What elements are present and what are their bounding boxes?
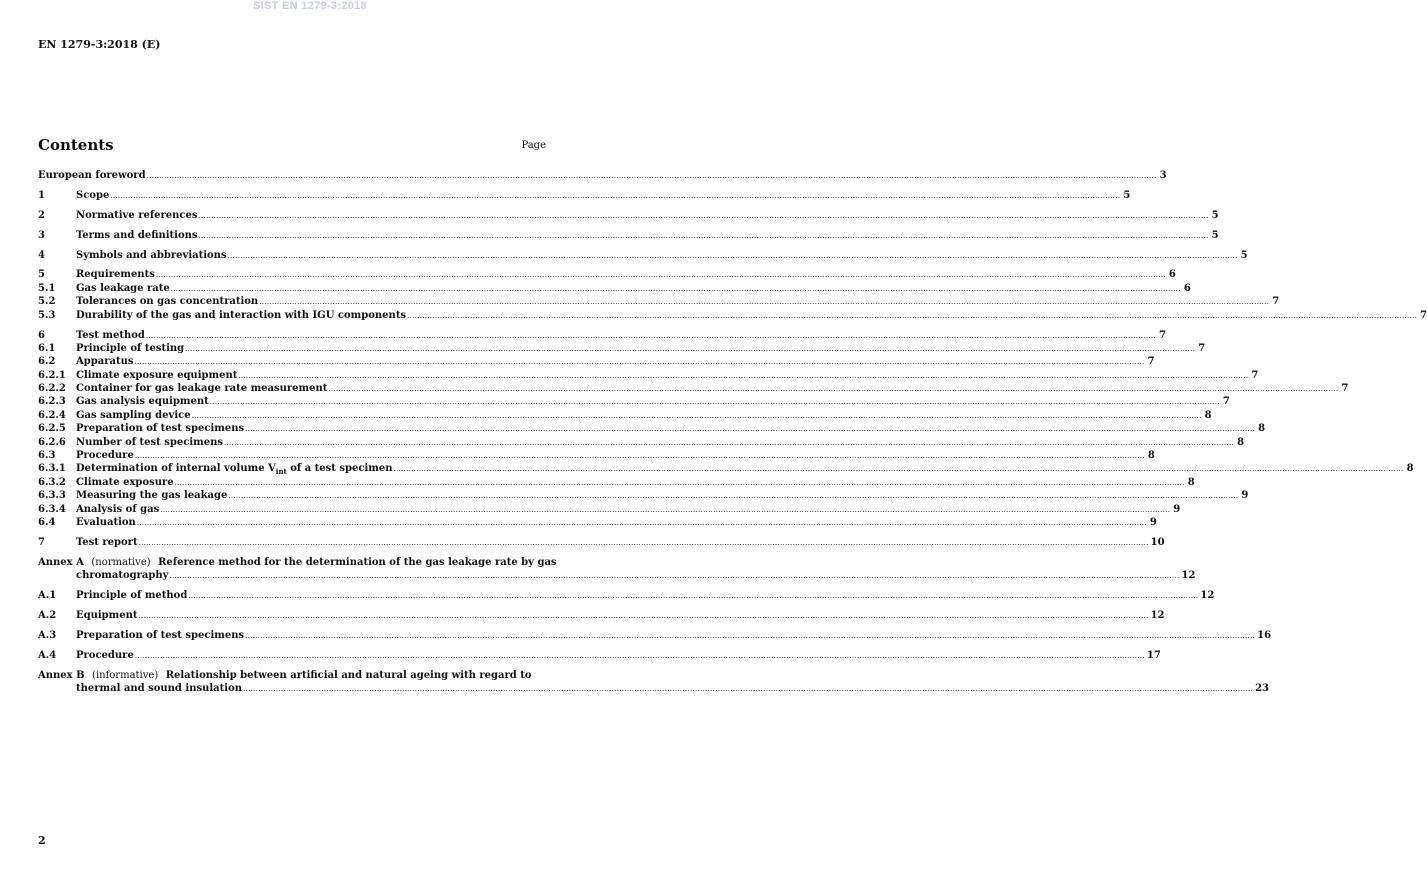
toc-entry-page: 7 — [1251, 369, 1259, 381]
toc-entry-page: 17 — [1146, 649, 1161, 661]
toc-entry-number: 6.2.3 — [38, 396, 66, 408]
toc-entry-number: A.3 — [38, 629, 57, 641]
toc-entry[interactable] — [38, 609, 1165, 622]
toc-entry-title: European foreword — [38, 170, 146, 181]
toc-entry-page: 7 — [1147, 356, 1155, 368]
toc-entry[interactable] — [38, 295, 1280, 308]
toc-entry-subscript: int — [275, 467, 287, 477]
toc-entry-title: Principle of method — [76, 590, 188, 602]
dot-leader: ................................................................................................................................................................................................................................................................................................................................................................................................................ — [238, 371, 1249, 380]
toc-entry-title: Climate exposure — [76, 476, 174, 488]
dot-leader: ................................................................................................................................................................................................................................................................................................................................................................................................................ — [185, 344, 1196, 353]
toc-entry[interactable] — [38, 268, 1176, 281]
toc-entry-number: 6 — [38, 329, 45, 341]
dot-leader: ................................................................................................................................................................................................................................................................................................................................................................................................................ — [223, 438, 1235, 447]
dot-leader: ................................................................................................................................................................................................................................................................................................................................................................................................................ — [170, 284, 1181, 293]
toc-entry-page: 6 — [1183, 282, 1191, 294]
toc-entry-page: 8 — [1406, 463, 1414, 475]
toc-entry[interactable] — [38, 189, 1131, 202]
toc-entry-title: Principle of testing — [76, 342, 185, 354]
toc-entry-page: 5 — [1211, 209, 1219, 221]
table-of-contents — [38, 169, 1427, 695]
toc-entry-title: Gas sampling device — [76, 409, 191, 421]
toc-entry-title: Number of test specimens — [76, 436, 223, 448]
toc-entry[interactable] — [38, 355, 1155, 368]
toc-entry-number: 6.2.5 — [38, 423, 66, 435]
toc-entry-number: 6.3.2 — [38, 476, 66, 488]
toc-entry-number: 6.3.1 — [38, 463, 66, 475]
dot-leader: ................................................................................................................................................................................................................................................................................................................................................................................................................ — [145, 331, 1156, 340]
annex-page: 23 — [1255, 683, 1269, 694]
toc-entry-title-part: of a test specimen — [286, 463, 393, 475]
toc-annex-entry[interactable] — [38, 556, 1196, 583]
toc-entry-page: 9 — [1149, 516, 1157, 528]
toc-entry-number: 6.2.4 — [38, 409, 66, 421]
toc-entry-page: 5 — [1240, 249, 1248, 261]
toc-entry-title: Tolerances on gas concentration — [76, 296, 259, 308]
toc-entry[interactable] — [38, 342, 1206, 355]
page-number: 2 — [38, 834, 46, 847]
toc-entry-page: 10 — [1150, 536, 1165, 548]
toc-entry[interactable] — [38, 395, 1230, 408]
dot-leader: ................................................................................................................................................................................................................................................................................................................................................................................................................ — [146, 172, 1157, 180]
dot-leader: ................................................................................................................................................................................................................................................................................................................................................................................................................ — [134, 651, 1145, 660]
toc-entry-title: Apparatus — [76, 356, 134, 368]
toc-entry-title: Equipment — [76, 609, 138, 621]
toc-entry-number: 7 — [38, 536, 45, 548]
dot-leader: ................................................................................................................................................................................................................................................................................................................................................................................................................ — [110, 191, 1121, 200]
toc-entry[interactable] — [38, 649, 1161, 662]
toc-entry-number: 2 — [38, 209, 45, 221]
toc-entry-number: 5.3 — [38, 309, 56, 321]
toc-entry-title: Container for gas leakage rate measurement — [76, 383, 328, 395]
toc-entry-number: 6.3.3 — [38, 490, 66, 502]
toc-entry-number: 6.1 — [38, 342, 56, 354]
toc-entry-page: 7 — [1158, 329, 1166, 341]
toc-entry-page: 6 — [1168, 269, 1176, 281]
toc-entry-number: A.2 — [38, 609, 57, 621]
dot-leader: ................................................................................................................................................................................................................................................................................................................................................................................................................ — [174, 478, 1185, 487]
toc-entry-title: Durability of the gas and interaction with IGU components — [76, 309, 407, 321]
toc-entry-page: 5 — [1123, 189, 1131, 201]
toc-entry[interactable] — [38, 382, 1349, 395]
toc-entry-page: 7 — [1272, 296, 1280, 308]
toc-entry-page: 9 — [1241, 490, 1249, 502]
toc-entry[interactable] — [38, 516, 1157, 529]
toc-entry[interactable] — [38, 422, 1266, 435]
toc-entry[interactable] — [38, 436, 1245, 449]
toc-entry-number: 6.3.4 — [38, 503, 66, 515]
toc-entry[interactable] — [38, 503, 1181, 516]
dot-leader: ................................................................................................................................................................................................................................................................................................................................................................................................................ — [243, 685, 1254, 693]
annex-title-line2: thermal and sound insulation — [76, 683, 243, 694]
toc-entry[interactable] — [38, 462, 1414, 477]
toc-entry-title-part: Determination of internal volume V — [76, 463, 276, 475]
toc-entry-page: 8 — [1237, 436, 1245, 448]
toc-entry[interactable] — [38, 589, 1215, 602]
toc-entry-page: 7 — [1222, 396, 1230, 408]
annex-title-line1: Reference method for the determination of the gas leakage rate by gas — [158, 556, 557, 568]
toc-entry-page: 8 — [1258, 423, 1266, 435]
toc-entry-title: Gas analysis equipment — [76, 396, 209, 408]
toc-entry[interactable] — [38, 369, 1259, 382]
toc-entry[interactable] — [38, 449, 1155, 462]
dot-leader: ................................................................................................................................................................................................................................................................................................................................................................................................................ — [155, 271, 1166, 280]
dot-leader: ................................................................................................................................................................................................................................................................................................................................................................................................................ — [134, 452, 1145, 461]
toc-entry-title: Test method — [76, 329, 145, 341]
dot-leader: ................................................................................................................................................................................................................................................................................................................................................................................................................ — [160, 505, 1171, 514]
toc-entry-number: 6.2.6 — [38, 436, 66, 448]
dot-leader: ................................................................................................................................................................................................................................................................................................................................................................................................................ — [393, 465, 1404, 474]
contents-title: Contents — [38, 136, 114, 154]
toc-entry[interactable] — [38, 282, 1191, 295]
toc-entry-title: Requirements — [76, 269, 155, 281]
toc-entry-page: 3 — [1159, 170, 1167, 181]
annex-type: (informative) — [92, 669, 159, 681]
toc-entry-number: A.4 — [38, 649, 57, 661]
toc-entry[interactable] — [38, 629, 1272, 642]
toc-entry[interactable] — [38, 329, 1166, 342]
toc-entry[interactable] — [38, 536, 1165, 549]
toc-entry-number: 5.1 — [38, 282, 56, 294]
dot-leader: ................................................................................................................................................................................................................................................................................................................................................................................................................ — [245, 631, 1256, 640]
toc-entry-page: 8 — [1187, 476, 1195, 488]
toc-entry-page: 9 — [1173, 503, 1181, 515]
dot-leader: ................................................................................................................................................................................................................................................................................................................................................................................................................ — [169, 572, 1180, 581]
toc-entry-number: 6.2.2 — [38, 383, 66, 395]
toc-entry[interactable] — [38, 169, 1167, 182]
dot-leader: ................................................................................................................................................................................................................................................................................................................................................................................................................ — [407, 311, 1418, 320]
annex-title-line2: chromatography — [76, 570, 169, 582]
toc-annex-entry[interactable] — [38, 669, 1269, 696]
watermark: SIST EN 1279-3:2018 — [253, 0, 367, 12]
toc-entry-number: 1 — [38, 189, 45, 201]
dot-leader: ................................................................................................................................................................................................................................................................................................................................................................................................................ — [191, 411, 1202, 420]
toc-entry[interactable] — [38, 249, 1248, 262]
toc-entry-number: 5.2 — [38, 296, 56, 308]
toc-entry-number: 5 — [38, 269, 45, 281]
toc-entry-page: 8 — [1204, 409, 1212, 421]
dot-leader: ................................................................................................................................................................................................................................................................................................................................................................................................................ — [245, 425, 1256, 434]
dot-leader: ................................................................................................................................................................................................................................................................................................................................................................................................................ — [328, 385, 1339, 394]
toc-entry-title: Symbols and abbreviations — [76, 249, 227, 261]
dot-leader: ................................................................................................................................................................................................................................................................................................................................................................................................................ — [228, 492, 1239, 501]
toc-entry-title: Terms and definitions — [76, 229, 198, 241]
toc-entry-page: 7 — [1198, 342, 1206, 354]
toc-entry-page: 8 — [1147, 450, 1155, 462]
toc-entry[interactable] — [38, 229, 1219, 242]
annex-label: Annex A — [38, 556, 84, 568]
annex-page: 12 — [1181, 570, 1196, 582]
toc-entry-title: Procedure — [76, 450, 134, 462]
dot-leader: ................................................................................................................................................................................................................................................................................................................................................................................................................ — [259, 298, 1270, 307]
dot-leader: ................................................................................................................................................................................................................................................................................................................................................................................................................ — [136, 518, 1147, 527]
toc-entry-number: 3 — [38, 229, 45, 241]
annex-type: (normative) — [91, 556, 151, 568]
dot-leader: ................................................................................................................................................................................................................................................................................................................................................................................................................ — [198, 231, 1209, 240]
toc-entry-number: 6.3 — [38, 450, 56, 462]
toc-entry-title: Analysis of gas — [76, 503, 160, 515]
toc-entry-title: Preparation of test specimens — [76, 629, 245, 641]
toc-entry-page: 12 — [1200, 590, 1215, 602]
toc-entry[interactable] — [38, 489, 1249, 502]
annex-label: Annex B — [38, 669, 85, 681]
toc-entry-page: 7 — [1420, 309, 1427, 321]
dot-leader: ................................................................................................................................................................................................................................................................................................................................................................................................................ — [227, 251, 1238, 260]
page-column-label: Page — [521, 140, 546, 151]
toc-entry-title: Normative references — [76, 209, 198, 221]
dot-leader: ................................................................................................................................................................................................................................................................................................................................................................................................................ — [134, 358, 1145, 367]
toc-entry-page: 7 — [1341, 383, 1349, 395]
toc-entry-page: 5 — [1211, 229, 1219, 241]
toc-entry[interactable] — [38, 409, 1212, 422]
toc-entry-title: Climate exposure equipment — [76, 369, 238, 381]
toc-entry-title: Evaluation — [76, 516, 136, 528]
toc-entry-title: Procedure — [76, 649, 134, 661]
toc-entry-number: 6.4 — [38, 516, 56, 528]
toc-entry-number: 6.2.1 — [38, 369, 66, 381]
toc-entry-page: 16 — [1257, 629, 1272, 641]
toc-entry-title: Test report — [76, 536, 138, 548]
toc-entry[interactable] — [38, 309, 1427, 322]
annex-title-line1: Relationship between artificial and natural ageing with regard to — [165, 669, 532, 681]
dot-leader: ................................................................................................................................................................................................................................................................................................................................................................................................................ — [209, 398, 1220, 407]
toc-entry-number: 4 — [38, 249, 45, 261]
toc-entry-number: A.1 — [38, 590, 57, 602]
dot-leader: ................................................................................................................................................................................................................................................................................................................................................................................................................ — [188, 592, 1199, 601]
dot-leader: ................................................................................................................................................................................................................................................................................................................................................................................................................ — [138, 611, 1149, 620]
dot-leader: ................................................................................................................................................................................................................................................................................................................................................................................................................ — [138, 538, 1149, 547]
toc-entry-number: 6.2 — [38, 356, 56, 368]
dot-leader: ................................................................................................................................................................................................................................................................................................................................................................................................................ — [198, 211, 1209, 220]
toc-entry[interactable] — [38, 209, 1219, 222]
toc-entry-title: Scope — [76, 189, 110, 201]
toc-entry-title: Preparation of test specimens — [76, 423, 245, 435]
toc-entry-page: 12 — [1150, 609, 1165, 621]
toc-entry-title: Gas leakage rate — [76, 282, 170, 294]
toc-entry[interactable] — [38, 476, 1195, 489]
toc-entry-title: Measuring the gas leakage — [76, 490, 228, 502]
document-id: EN 1279-3:2018 (E) — [38, 38, 161, 51]
